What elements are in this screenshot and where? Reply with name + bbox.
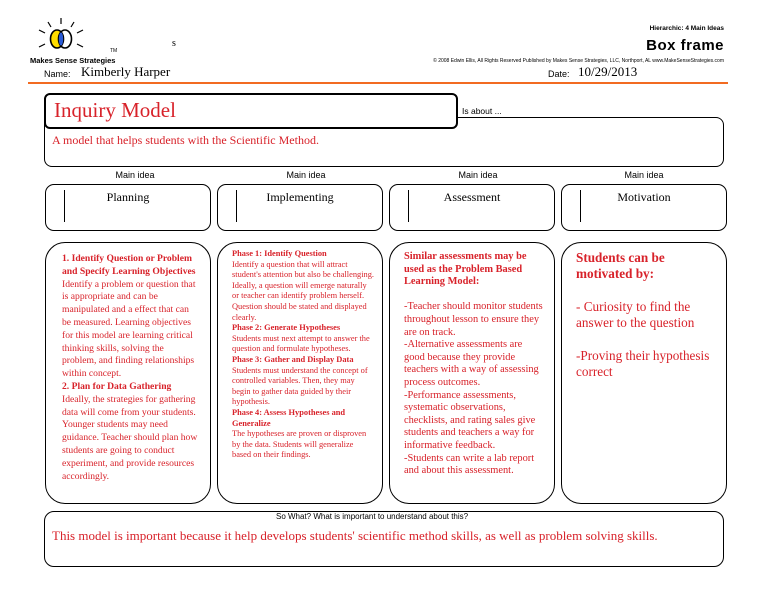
- topic-title: Inquiry Model: [54, 98, 176, 122]
- detail-heading: 2. Plan for Data Gathering: [62, 380, 172, 392]
- detail-heading: Students can be motivated by:: [576, 250, 665, 282]
- detail-spacer: [576, 283, 718, 299]
- frame-title: Box frame: [646, 37, 724, 54]
- main-idea-label-4: Main idea: [624, 170, 664, 180]
- details-motivation: [561, 242, 727, 504]
- detail-text: Identify a problem or question that is appropriate and can be manipulated and a effect that can be measured. Learning objectives for this model are learning critical thinking skills, solving the problem, and finding relationships within concept.: [62, 278, 196, 380]
- detail-text: - Curiosity to find the answer to the question: [576, 298, 695, 331]
- main-idea-label-2: Main idea: [286, 170, 326, 180]
- hierarchic-label: Hierarchic: 4 Main Ideas: [649, 25, 724, 32]
- main-idea-box-planning: [45, 184, 211, 231]
- detail-text: -Teacher should monitor students throughout lesson to ensure they are on track.: [404, 301, 543, 338]
- detail-text: -Alternative assessments are good because they provide teachers with a way of assessing process outcomes.: [404, 339, 539, 388]
- brand-name: Makes Sense Strategies: [30, 56, 116, 65]
- detail-heading: Similar assessments may be used as the Problem Based Learning Model:: [404, 251, 527, 288]
- main-idea-title: Motivation: [617, 190, 671, 204]
- main-idea-box-motivation: [561, 184, 727, 231]
- detail-text: Students must next attempt to answer the question and formulate hypotheses.: [232, 333, 370, 354]
- detail-heading: 1. Identify Question or Problem and Specify Learning Objectives: [62, 253, 196, 277]
- detail-text: The hypotheses are proven or disproven by the data. Students will generalize based on their findings.: [232, 429, 367, 460]
- main-idea-label-1: Main idea: [115, 170, 155, 180]
- detail-text: -Proving their hypothesis correct: [576, 347, 710, 380]
- detail-heading: Phase 1: Identify Question: [232, 249, 327, 258]
- tick-line: [408, 190, 409, 222]
- so-what-text: This model is important because it help develops students' scientific method skills, as well as problem solving skills.: [52, 528, 658, 543]
- main-idea-box-assessment: [389, 184, 555, 231]
- detail-text: Ideally, the strategies for gathering data will come from your students. Younger students may need guidance. Teacher should plan how students are going to conduct experiment, and provide resources accordingly.: [62, 393, 198, 482]
- detail-text: -Students can write a lab report and about this assessment.: [404, 452, 535, 477]
- details-planning: [45, 242, 211, 504]
- makes-sense-logo: [36, 16, 86, 56]
- main-idea-title: Implementing: [266, 190, 334, 204]
- main-idea-box-implementing: [217, 184, 383, 231]
- detail-heading: Phase 3: Gather and Display Data: [232, 354, 354, 364]
- name-label: Name:: [44, 69, 71, 79]
- tick-line: [64, 190, 65, 222]
- details-assessment: [389, 242, 555, 504]
- details-implementing: [217, 242, 383, 504]
- tick-line: [236, 190, 237, 222]
- detail-spacer: [404, 289, 544, 302]
- main-idea-label-3: Main idea: [458, 170, 498, 180]
- trademark-mark: TM: [110, 48, 118, 54]
- topic-description: A model that helps students with the Scientific Method.: [52, 133, 319, 147]
- main-idea-title: Planning: [106, 190, 150, 204]
- detail-text: Identify a question that will attract student's attention but also be challenging. Ideally, a question will emerge naturally or teacher can identify problem herself. Question should be stated and displayed clearly.: [232, 259, 374, 322]
- date-label: Date:: [548, 69, 570, 79]
- date-field[interactable]: 10/29/2013: [578, 64, 638, 79]
- so-what-label: So What? What is important to understand about this?: [276, 512, 469, 521]
- header-divider: [28, 82, 728, 84]
- main-idea-title: Assessment: [443, 190, 501, 204]
- is-about-label: Is about ...: [462, 106, 502, 116]
- copyright-line: © 2008 Edwin Ellis, All Rights Reserved Published by Makes Sense Strategies, LLC, Northport, AL www.MakeSenseStrategies.com: [433, 58, 724, 64]
- detail-heading: Phase 4: Assess Hypotheses and Generalize: [232, 407, 346, 428]
- detail-heading: Phase 2: Generate Hypotheses: [232, 323, 341, 333]
- detail-text: Students must understand the concept of controlled variables. Then, they may begin to gather data guided by their hypothesis.: [232, 365, 368, 407]
- s-mark: s: [172, 38, 176, 49]
- detail-text: -Performance assessments, systematic observations, checklists, and rating sales give students and teachers a way for informative feedback.: [404, 389, 536, 451]
- tick-line: [580, 190, 581, 222]
- name-field[interactable]: Kimberly Harper: [81, 64, 171, 79]
- detail-spacer: [576, 332, 718, 348]
